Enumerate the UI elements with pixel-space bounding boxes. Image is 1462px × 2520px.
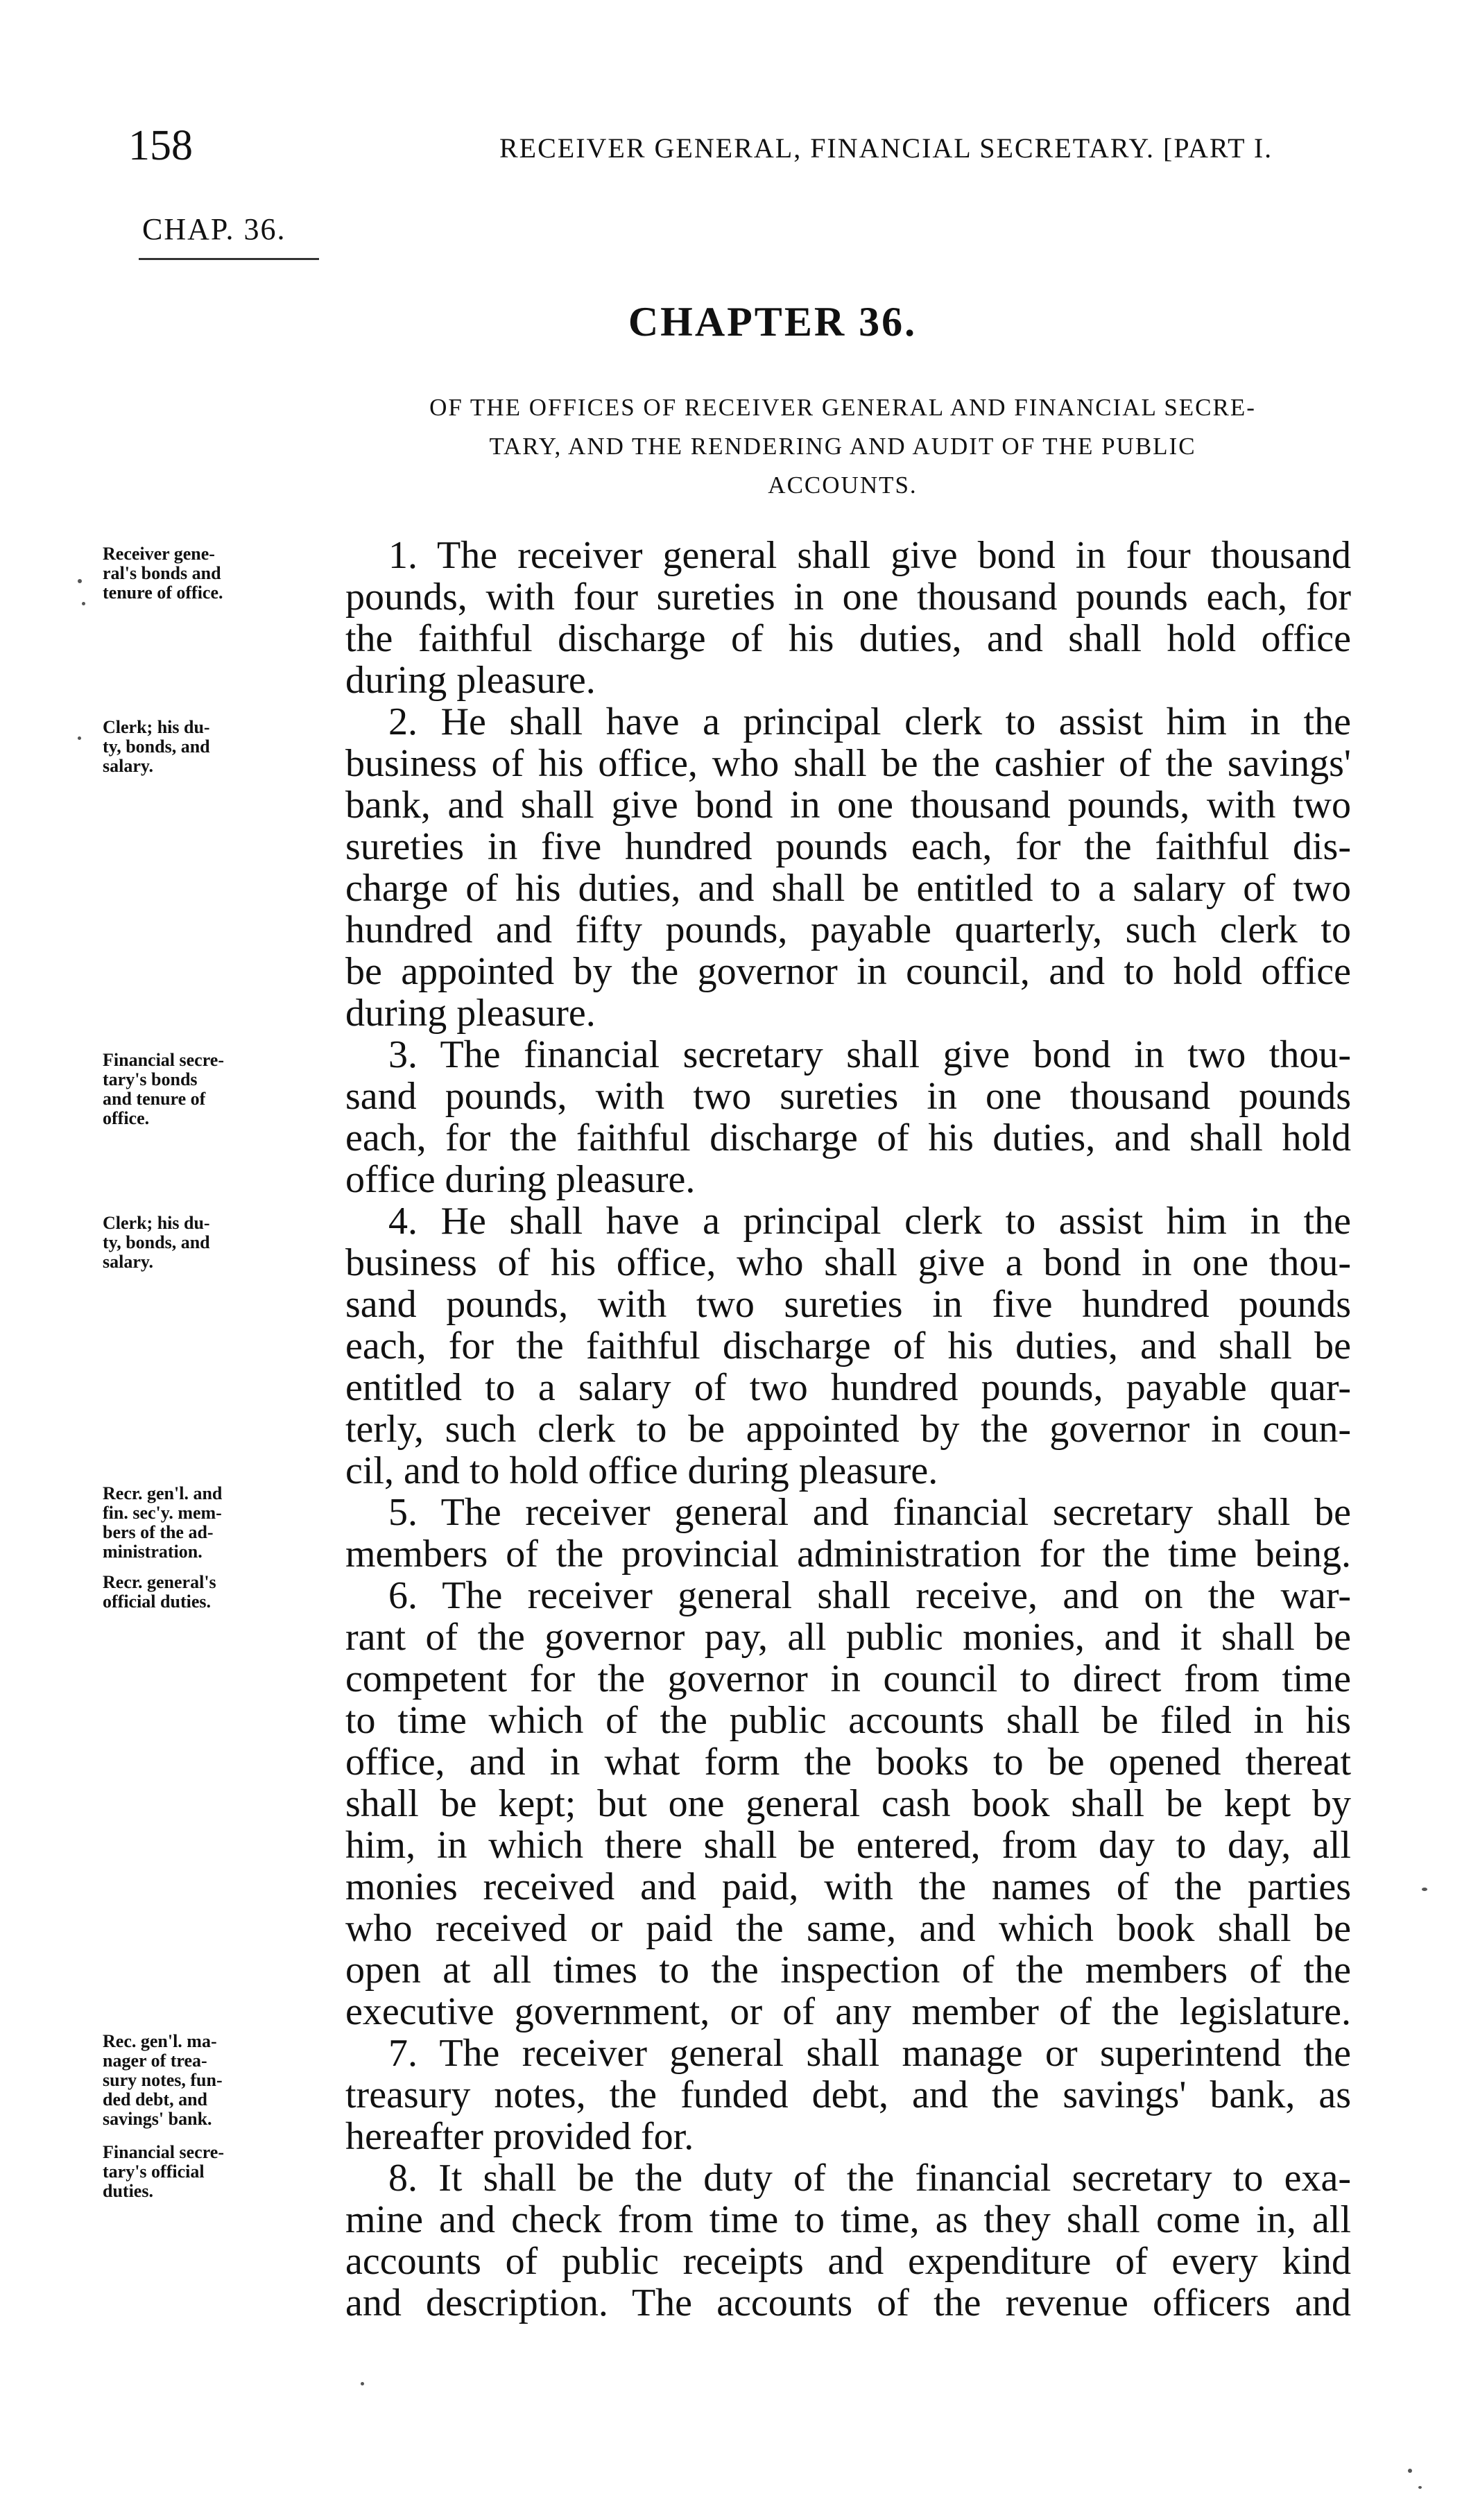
sidenote-line: tenure of office. [103,582,223,603]
body-line: pounds, with four sureties in one thousand pounds each, for [345,576,1351,619]
sidenote-receiver-general-bonds [103,544,338,603]
sidenote-line: ministration. [103,1542,203,1562]
running-head: RECEIVER GENERAL, FINANCIAL SECRETARY. [PART I. [499,132,1273,164]
body-line: executive government, or of any member of the legislature. [345,1990,1351,2033]
sidenote-line: Financial secre- [103,1050,224,1070]
sidenote-administration-members [103,1484,338,1562]
subtitle-line: OF THE OFFICES OF RECEIVER GENERAL AND FINANCIAL SECRE- [429,394,1256,421]
body-line: mine and check from time to time, as they shall come in, all [345,2198,1351,2241]
body-line: him, in which there shall be entered, from day to day, all [345,1824,1351,1867]
sidenote-line: salary. [103,756,153,776]
body-line: sand pounds, with two sureties in five hundred pounds [345,1283,1351,1326]
body-line: during pleasure. [345,659,596,702]
body-line: business of his office, who shall be the cashier of the savings' [345,742,1351,785]
sidenote-line: and tenure of [103,1089,206,1109]
sidenote-line: ded debt, and [103,2089,207,2109]
body-line: each, for the faithful discharge of his duties, and shall be [345,1324,1351,1367]
scan-speck [78,579,82,583]
sidenote-clerk-duty [103,718,338,776]
sidenote-line: ral's bonds and [103,563,221,583]
body-line: treasury notes, the funded debt, and the savings' bank, as [345,2073,1351,2116]
sidenote-line: nager of trea- [103,2051,207,2071]
sidenote-line: bers of the ad- [103,1522,214,1542]
section-1-line: 1. The receiver general shall give bond in four thousand [388,534,1351,577]
body-line: accounts of public receipts and expenditure of every kind [345,2240,1351,2283]
body-line: office, and in what form the books to be opened thereat [345,1741,1351,1784]
sidenote-line: savings' bank. [103,2109,212,2129]
sidenote-line: Rec. gen'l. ma- [103,2031,217,2051]
sidenote-line: official duties. [103,1591,211,1612]
section-4-line: 4. He shall have a principal clerk to assist him in the [388,1200,1351,1243]
body-line: the faithful discharge of his duties, and shall hold office [345,617,1351,660]
chapter-subtitle [343,388,1342,505]
body-line: rant of the governor pay, all public monies, and it shall be [345,1616,1351,1659]
body-line: cil, and to hold office during pleasure. [345,1449,938,1492]
body-line: who received or paid the same, and which book shall be [345,1907,1351,1950]
body-line: charge of his duties, and shall be entitled to a salary of two [345,867,1351,910]
sidenote-line: office. [103,1108,150,1128]
body-line: sureties in five hundred pounds each, for the faithful dis- [345,825,1351,868]
body-line: shall be kept; but one general cash book shall be kept by [345,1782,1351,1825]
scan-speck [1418,2486,1422,2489]
section-5-line: 5. The receiver general and financial secretary shall be [388,1491,1351,1534]
body-line: monies received and paid, with the names of the parties [345,1865,1351,1908]
sidenote-treasury-notes [103,2032,338,2129]
sidenote-line: Financial secre- [103,2142,224,2162]
sidenote-line: tary's official [103,2161,205,2182]
sidenote-line: ty, bonds, and [103,1232,210,1252]
sidenote-line: Clerk; his du- [103,717,210,737]
scan-speck [1422,1888,1427,1891]
sidenote-official-duties [103,1573,338,1612]
body-line: members of the provincial administration for the time being. [345,1533,1351,1576]
sidenote-line: ty, bonds, and [103,736,210,757]
chapter-label: CHAP. 36. [142,212,286,246]
scan-speck [361,2382,364,2385]
body-line: each, for the faithful discharge of his duties, and shall hold [345,1116,1351,1159]
sidenote-line: Receiver gene- [103,544,215,564]
body-line: and description. The accounts of the revenue officers and [345,2281,1351,2324]
body-line: during pleasure. [345,992,596,1035]
page-number: 158 [128,122,193,169]
scan-speck [1408,2469,1412,2473]
sidenote-line: Recr. general's [103,1572,216,1592]
sidenote-line: Clerk; his du- [103,1213,210,1233]
sidenote-line: duties. [103,2181,153,2201]
subtitle-line: TARY, AND THE RENDERING AND AUDIT OF THE PUBLIC [489,433,1196,460]
body-line: office during pleasure. [345,1158,696,1201]
sidenote-line: salary. [103,1252,153,1272]
sidenote-line: sury notes, fun- [103,2070,223,2090]
sidenote-line: fin. sec'y. mem- [103,1503,222,1523]
body-line: competent for the governor in council to direct from time [345,1657,1351,1700]
body-line: bank, and shall give bond in one thousand pounds, with two [345,784,1351,827]
sidenote-clerk-duty-2 [103,1214,338,1272]
sidenote-line: Recr. gen'l. and [103,1483,223,1503]
body-line: open at all times to the inspection of the members of the [345,1949,1351,1992]
section-2-line: 2. He shall have a principal clerk to assist him in the [388,700,1351,743]
subtitle-line: ACCOUNTS. [768,472,918,499]
section-8-line: 8. It shall be the duty of the financial secretary to exa- [388,2157,1351,2200]
chapter-title: CHAPTER 36. [628,299,918,345]
body-line: be appointed by the governor in council, and to hold office [345,950,1351,993]
body-line: to time which of the public accounts shall be filed in his [345,1699,1351,1742]
scan-speck [78,736,81,740]
body-line: sand pounds, with two sureties in one thousand pounds [345,1075,1351,1118]
scan-speck [82,602,85,605]
sidenote-financial-secretary-bonds [103,1051,338,1128]
body-line: hundred and fifty pounds, payable quarterly, such clerk to [345,908,1351,951]
body-line: terly, such clerk to be appointed by the governor in coun- [345,1408,1351,1451]
sidenote-financial-secretary-duties [103,2143,338,2201]
body-line: hereafter provided for. [345,2115,694,2158]
sidenote-line: tary's bonds [103,1069,198,1089]
chapter-label-rule [139,258,319,260]
body-line: entitled to a salary of two hundred pounds, payable quar- [345,1366,1351,1409]
section-3-line: 3. The financial secretary shall give bond in two thou- [388,1033,1351,1076]
section-7-line: 7. The receiver general shall manage or superintend the [388,2032,1351,2075]
body-line: business of his office, who shall give a bond in one thou- [345,1241,1351,1284]
section-6-line: 6. The receiver general shall receive, and on the war- [388,1574,1351,1617]
